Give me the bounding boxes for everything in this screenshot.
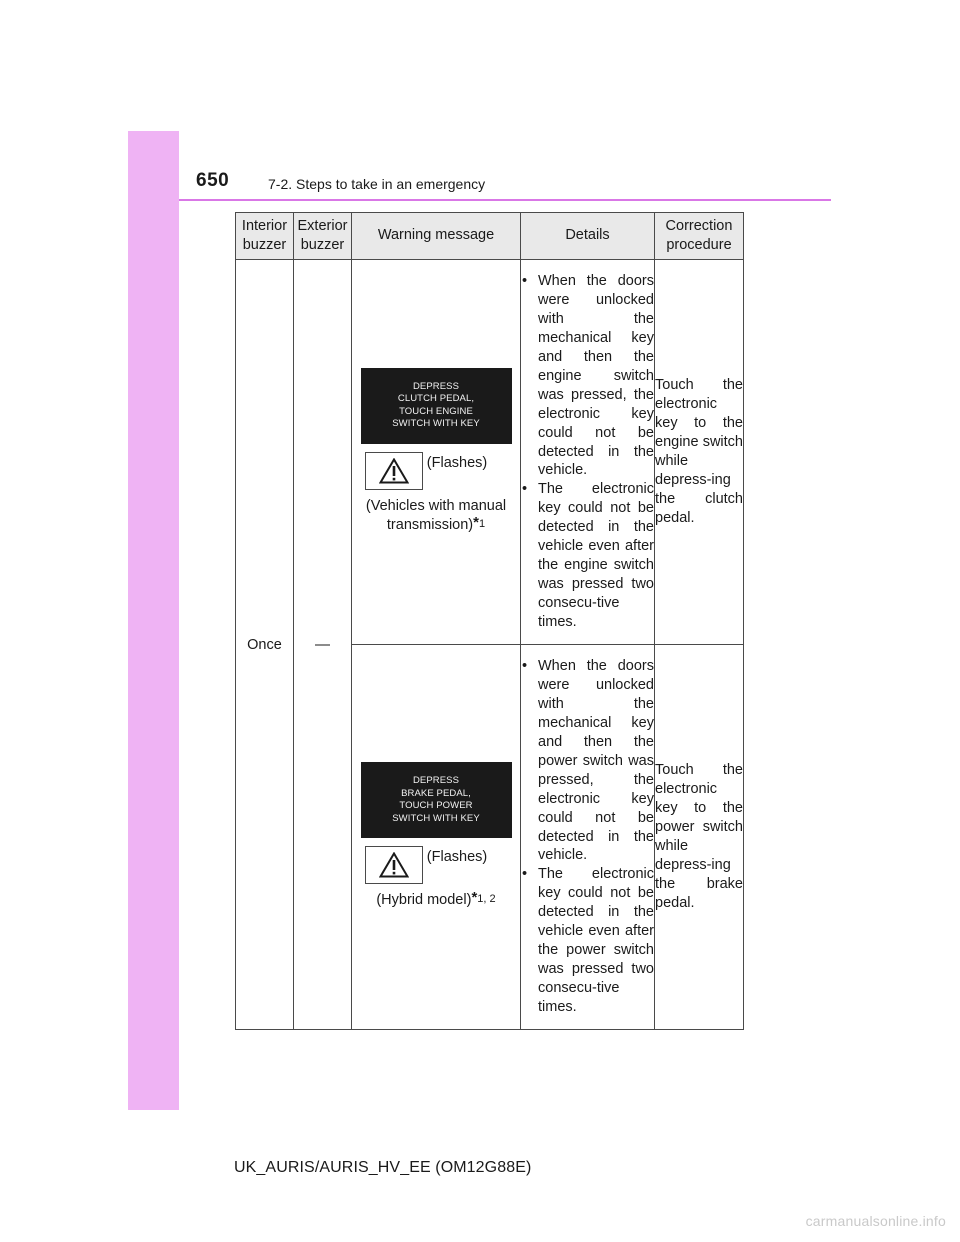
footnote-numbers: 1 — [478, 517, 486, 530]
warning-light-box — [365, 846, 423, 884]
no-buzzer-dash: — — [315, 636, 330, 653]
warning-light-box — [365, 452, 423, 490]
footnote-mark: * — [473, 513, 479, 531]
vehicle-caption — [352, 891, 520, 912]
flash-indicator — [332, 452, 520, 490]
exterior-buzzer-cell — [294, 260, 352, 1030]
section-title: 7-2. Steps to take in an emergency — [268, 176, 486, 192]
footnote-ref — [473, 513, 486, 531]
warning-table — [235, 212, 744, 1030]
caption-text: (Vehicles with manual transmission) — [365, 497, 507, 533]
table-header-row — [236, 213, 744, 260]
warning-triangle-icon — [379, 852, 409, 878]
header-rule — [179, 199, 831, 201]
vehicle-caption — [352, 497, 520, 537]
correction-cell: Touch the electronic key to the engine switch while depress-ing the clutch pedal. — [655, 260, 744, 645]
footnote-numbers: 1, 2 — [477, 893, 496, 905]
page-number: 650 — [196, 170, 230, 191]
warning-triangle-icon — [379, 458, 409, 484]
display-message: DEPRESS CLUTCH PEDAL, TOUCH ENGINE SWITCH WITH KEY — [361, 368, 512, 444]
details-cell — [521, 645, 655, 1030]
col-interior-buzzer: Interior buzzer — [236, 213, 294, 260]
list-item: • When the doors were unlocked with the mechanical key and then the power switch was pressed, the electronic key could not be detected in the vehicle. — [521, 657, 654, 865]
details-cell — [521, 260, 655, 645]
correction-cell: Touch the electronic key to the power switch while depress-ing the brake pedal. — [655, 645, 744, 1030]
details-list — [521, 272, 654, 631]
warning-message-cell — [352, 645, 521, 1030]
watermark: carmanualsonline.info — [805, 1213, 946, 1229]
footnote-mark: * — [471, 889, 478, 906]
flashes-label: (Flashes) — [426, 849, 488, 865]
list-item: • The electronic key could not be detected in the vehicle even after the power switch was pressed two consecu-tive times. — [521, 865, 654, 1016]
list-item: • When the doors were unlocked with the mechanical key and then the engine switch was pressed, the electronic key could not be detected in the vehicle. — [521, 272, 654, 480]
chapter-side-bar — [128, 131, 179, 1110]
col-correction-procedure: Correction procedure — [655, 213, 744, 260]
caption-text: (Hybrid model) — [376, 892, 472, 908]
interior-buzzer-cell: Once — [236, 260, 294, 1030]
display-message: DEPRESS BRAKE PEDAL, TOUCH POWER SWITCH WITH KEY — [361, 762, 512, 838]
table-row — [236, 260, 744, 645]
details-list — [521, 657, 654, 1016]
col-details: Details — [521, 213, 655, 260]
col-exterior-buzzer: Exterior buzzer — [294, 213, 352, 260]
flash-indicator — [332, 846, 520, 884]
warning-message-cell — [352, 260, 521, 645]
footnote-ref — [471, 889, 496, 906]
footer-model-code: UK_AURIS/AURIS_HV_EE (OM12G88E) — [234, 1159, 532, 1176]
list-item: • The electronic key could not be detected in the vehicle even after the engine switch was pressed two consecu-tive times. — [521, 480, 654, 631]
flashes-label: (Flashes) — [426, 454, 488, 471]
col-warning-message: Warning message — [352, 213, 521, 260]
